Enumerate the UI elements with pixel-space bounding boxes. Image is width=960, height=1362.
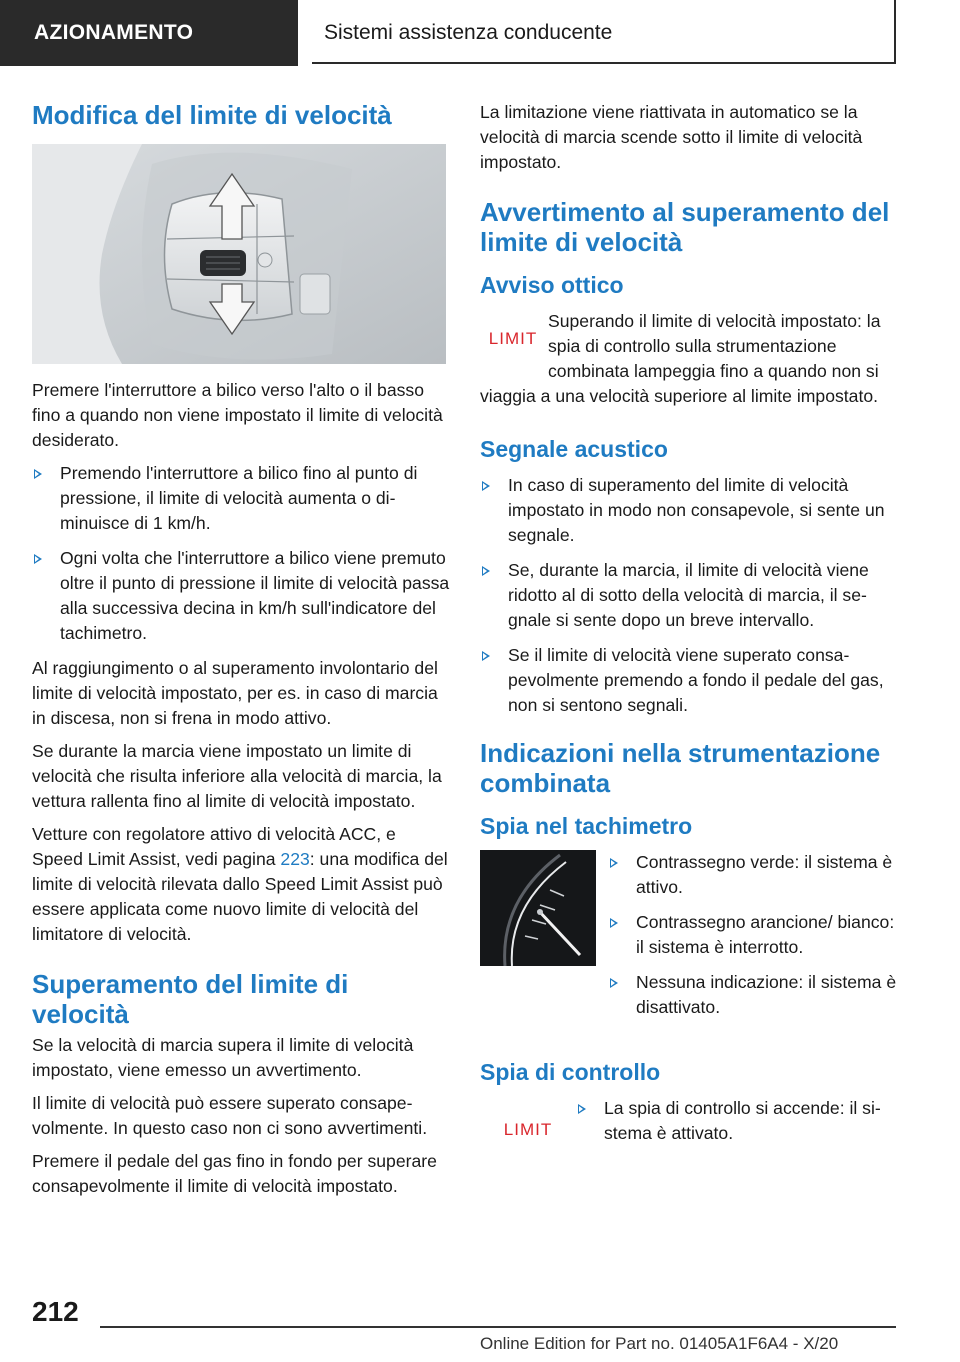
left-column [32,100,450,1207]
steering-switch-photo [32,144,446,364]
triangle-bullet-icon [578,1104,586,1114]
triangle-bullet-icon [482,566,490,576]
triangle-bullet-icon [610,978,618,988]
bullet-list [576,1096,898,1156]
section-title: AZIONAMENTO [0,0,298,66]
heading-indications: Indicazioni nella strumentazione combinata [480,738,881,798]
list-item: Premendo l'interruttore a bilico fino al punto di pressione, il limite di velocità aumenta o diminuisce di 1 km/h. [32,461,450,536]
paragraph: Se durante la marcia viene impostato un limite di velocità che risulta inferiore alla velocità di marcia, la vettura rallenta fino al limite di velocità impostato. [32,741,442,811]
bullet-list [608,850,898,1030]
paragraph: Premere l'interruttore a bilico verso l'alto o il basso fino a quando non viene impostato il limite di velocità desiderato. [32,380,443,450]
heading-warning: Avvertimento al superamento del limite di velocità [480,197,890,257]
subheading-speedometer: Spia nel tachimetro [480,813,693,839]
list-item: Se il limite di velocità viene superato consapevolmente premendo a fondo il pedale del gas, non si sentono segnali. [480,643,898,718]
list-item: Contrassegno verde: il sistema è attivo. [608,850,898,900]
triangle-bullet-icon [34,554,42,564]
speedometer-block [480,850,898,1038]
triangle-bullet-icon [34,469,42,479]
paragraph: Il limite di velocità può essere superato consapevolmente. In questo caso non ci sono avvertimenti. [32,1093,428,1138]
footer-edition: Online Edition for Part no. 01405A1F6A4 - X/20 [480,1334,839,1353]
list-item: La spia di controllo si accende: il sistema è attivato. [576,1096,898,1146]
list-item: Se, durante la marcia, il limite di velocità viene ridotto al di sotto della velocità di marcia, il segnale si sente dopo un breve intervallo. [480,558,898,633]
footer-divider [100,1326,896,1328]
triangle-bullet-icon [482,651,490,661]
list-item: Nessuna indicazione: il sistema è disattivato. [608,970,898,1020]
page-number: 212 [32,1296,79,1327]
paragraph-acc: Vetture con regolatore attivo di velocità ACC, e Speed Limit Assist, vedi pagina 223: una modifica del limite di velocità rilevata dallo Speed Limit Assist può essere applicata come nuovo limite di velocità del limitatore di velocità. [32,824,448,944]
paragraph: Se la velocità di marcia supera il limite di velocità impostato, viene emesso un avvertimento. [32,1035,414,1080]
heading-modify-limit: Modifica del limite di velocità [32,100,392,130]
paragraph: Al raggiungimento o al superamento involontario del limite di velocità impostato, per es. in caso di marcia in discesa, non si frena in modo attivo. [32,658,438,728]
visual-warning-block [480,309,898,409]
triangle-bullet-icon [482,481,490,491]
subheading-control-light: Spia di controllo [480,1059,661,1085]
list-item: In caso di superamento del limite di velocità impostato in modo non consapevole, si sente un segnale. [480,473,898,548]
list-item: Ogni volta che l'interruttore a bilico viene premuto oltre il punto di pressione il limite di velocità passa alla successiva decina in km/h sull'indicatore del tachimetro. [32,546,450,646]
chapter-title: Sistemi assistenza conducente [312,0,896,64]
speedometer-mark-image [480,850,596,966]
limit-indicator-icon: LIMIT [503,1120,553,1139]
subheading-acoustic: Segnale acustico [480,436,668,462]
right-column [480,100,898,1164]
page-header [0,0,960,66]
paragraph: Premere il pedale del gas fino in fondo per superare consapevolmente il limite di velocità impostato. [32,1151,437,1196]
subheading-visual: Avviso ottico [480,272,624,298]
paragraph: La limitazione viene riattivata in automatico se la velocità di marcia scende sotto il limite di velocità impostato. [480,102,863,172]
control-light-block [480,1096,898,1164]
triangle-bullet-icon [610,918,618,928]
paragraph: Superando il limite di velocità impostato: la spia di controllo sulla strumentazione combinata lampeggia fino a quando non si viaggia a una velocità superiore al limite impostato. [480,311,881,406]
bullet-list [480,473,898,718]
page-link[interactable]: 223 [280,849,310,869]
list-item: Contrassegno arancione/ bianco: il sistema è interrotto. [608,910,898,960]
triangle-bullet-icon [610,858,618,868]
bullet-list [32,461,450,646]
rocker-switch-illustration [32,144,446,364]
limit-indicator-icon: LIMIT [488,329,538,348]
heading-exceed-limit: Superamento del limite di velocità [32,969,349,1029]
